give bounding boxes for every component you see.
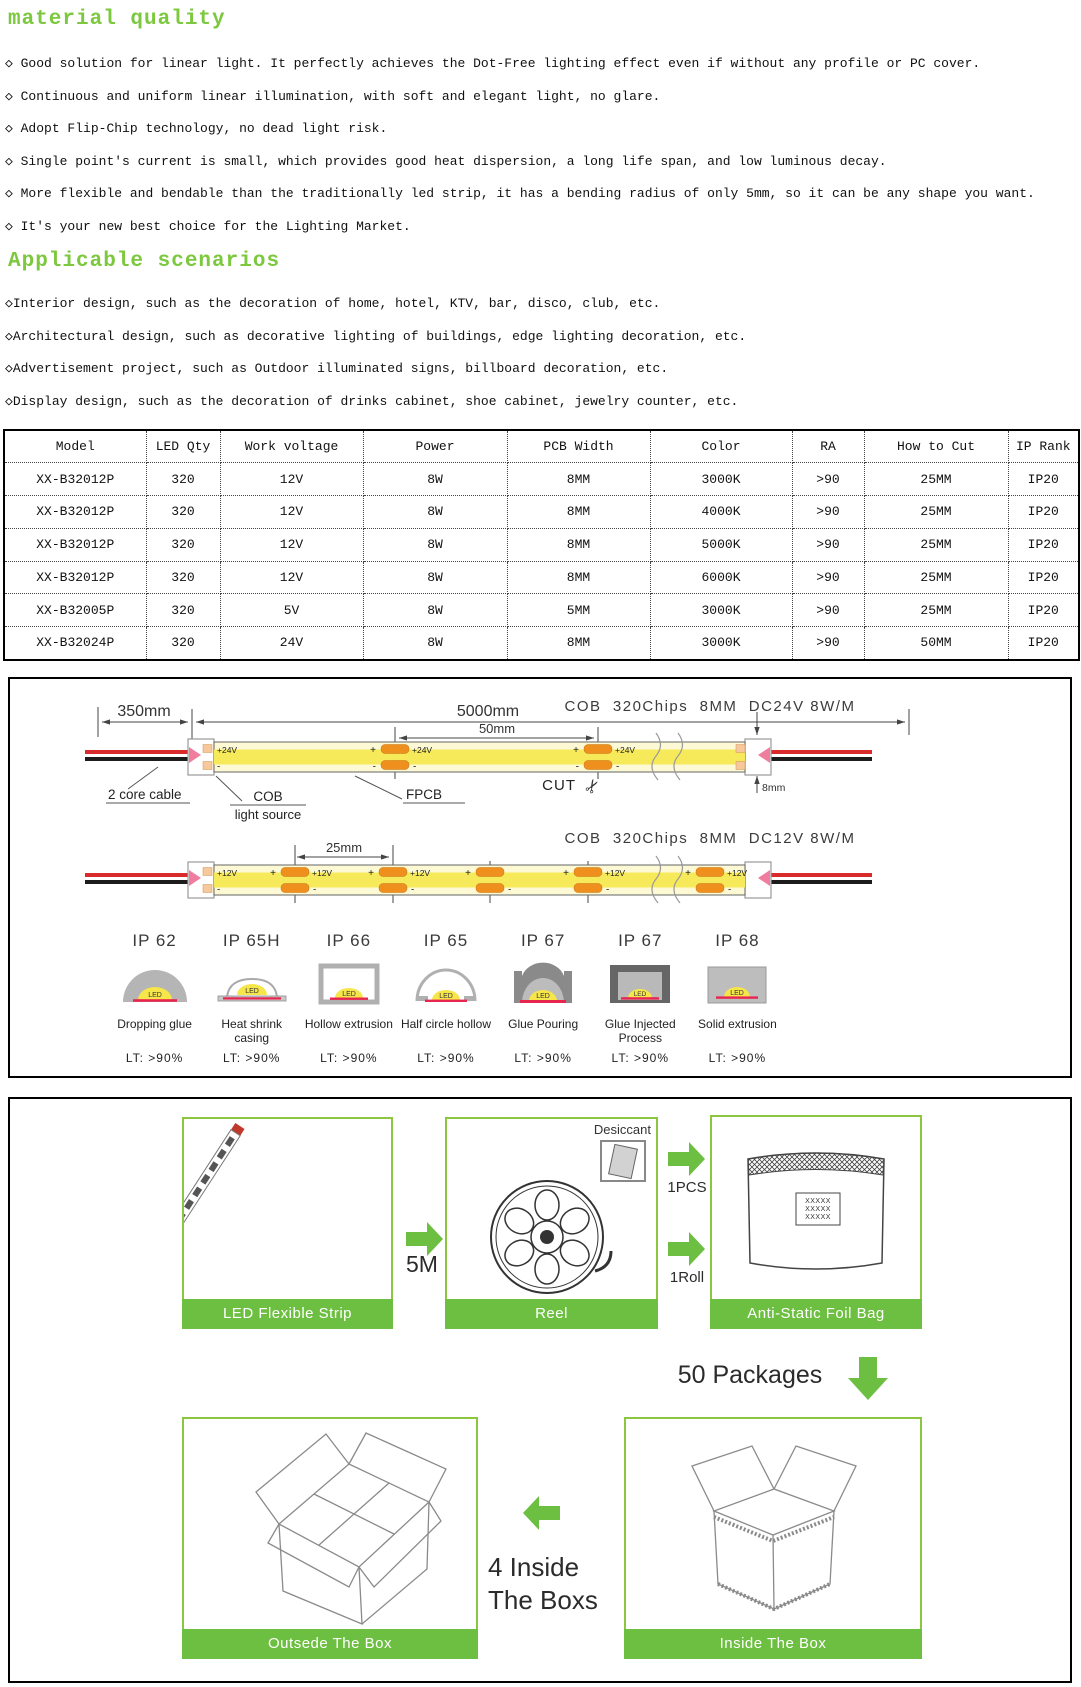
ip-lt-value: LT: >90%: [417, 1051, 475, 1065]
list-item: ◇Advertisement project, such as Outdoor illuminated signs, billboard decoration, etc.: [5, 361, 669, 377]
spec-cell: >90: [792, 528, 864, 561]
ip-lt-value: LT: >90%: [611, 1051, 670, 1065]
desiccant-label: Desiccant: [593, 1122, 651, 1137]
ip65-half-circle-icon: [413, 955, 479, 1005]
spec-cell: XX-B32012P: [4, 496, 146, 529]
spec-cell: >90: [792, 627, 864, 660]
list-item: ◇ Adopt Flip-Chip technology, no dead light risk.: [5, 121, 388, 137]
ip-code: IP 62: [132, 931, 177, 950]
spec-cell: 320: [146, 594, 220, 627]
fifty-packages-label: 50 Packages: [677, 1361, 823, 1389]
spec-cell: 5V: [220, 594, 363, 627]
table-row: [4, 528, 1079, 561]
strip-24v-drawing: [85, 698, 909, 822]
ip-process-name: Heat shrink casing: [221, 1017, 283, 1045]
ip-rating-item: [592, 931, 689, 1065]
ip67-glue-pouring-icon: [512, 955, 574, 1005]
ip-process-name: Dropping glue: [117, 1017, 192, 1031]
spec-cell: 12V: [220, 528, 363, 561]
table-row: [4, 594, 1079, 627]
arrow-5m-label: 5M: [406, 1251, 438, 1277]
spec-cell: IP20: [1008, 627, 1079, 660]
ip-lt-value: LT: >90%: [125, 1051, 184, 1065]
spec-cell: 12V: [220, 496, 363, 529]
packaging-box: [8, 1097, 1072, 1683]
dim-25mm: 25mm: [325, 840, 363, 855]
spec-cell: 3000K: [650, 594, 792, 627]
strip-12v-body: [85, 856, 872, 903]
pad-minus: -: [217, 884, 221, 896]
applicable-scenarios-list: [5, 288, 1081, 418]
spec-cell: IP20: [1008, 496, 1079, 529]
spec-cell: 8MM: [507, 496, 650, 529]
panel-inside-box: [624, 1417, 922, 1659]
spec-cell: XX-B32012P: [4, 463, 146, 496]
table-row: [4, 463, 1079, 496]
panel-reel: [445, 1117, 658, 1329]
strip-24v-title: COB 320Chips 8MM DC24V 8W/M: [564, 698, 856, 715]
dim-350mm: 350mm: [117, 703, 171, 720]
list-item: ◇Interior design, such as the decoration of home, hotel, KTV, bar, disco, club, etc.: [5, 296, 661, 311]
svg-text:-: -: [616, 761, 620, 773]
spec-cell: 25MM: [864, 496, 1008, 529]
panel-anti-static-foil-bag: [710, 1115, 922, 1329]
spec-cell: 8W: [363, 528, 507, 561]
spec-cell: 24V: [220, 627, 363, 660]
svg-text:XXXXX: XXXXX: [805, 1214, 831, 1221]
svg-text:+: +: [370, 745, 376, 756]
svg-text:-: -: [728, 884, 732, 896]
table-row: [4, 627, 1079, 660]
green-left-arrow-icon: [522, 1495, 560, 1531]
ip66-hollow-extrusion-icon: [318, 955, 380, 1005]
applicable-scenarios-title: Applicable scenarios: [8, 250, 281, 273]
spec-cell: IP20: [1008, 594, 1079, 627]
spec-header-row: [4, 430, 1079, 463]
spec-cell: 8W: [363, 594, 507, 627]
spec-header: Power: [363, 430, 507, 463]
spec-cell: 8MM: [507, 627, 650, 660]
spec-cell: 320: [146, 627, 220, 660]
ip-rating-item: [495, 931, 592, 1065]
panel-label-bar: Anti-Static Foil Bag: [710, 1299, 922, 1329]
spec-cell: 25MM: [864, 463, 1008, 496]
ip-process-name: Glue Pouring: [508, 1017, 579, 1031]
spec-cell: XX-B32005P: [4, 594, 146, 627]
ip-code: IP 67: [520, 931, 566, 950]
spec-cell: XX-B32012P: [4, 561, 146, 594]
spec-header: LED Qty: [146, 430, 220, 463]
spec-cell: 8MM: [507, 463, 650, 496]
svg-text:LED: LED: [536, 993, 550, 1000]
panel-outside-box: [182, 1417, 478, 1659]
ip-rating-item: [203, 931, 300, 1065]
dim-8mm: 8mm: [762, 782, 786, 794]
ip-process-name: Solid extrusion: [698, 1017, 777, 1031]
material-quality-title: material quality: [8, 8, 226, 31]
cable-label: 2 core cable: [108, 787, 182, 802]
ip-code: IP 65: [423, 931, 469, 950]
spec-header: RA: [792, 430, 864, 463]
strip-24v-body: [85, 733, 872, 780]
spec-cell: 5000K: [650, 528, 792, 561]
ip-process-name: Glue Injected Process: [604, 1017, 676, 1045]
spec-cell: 12V: [220, 561, 363, 594]
svg-text:-: -: [606, 884, 610, 896]
spec-cell: 320: [146, 528, 220, 561]
ip-lt-value: LT: >90%: [514, 1051, 572, 1065]
ip-lt-value: LT: >90%: [708, 1051, 767, 1065]
ip62-dropping-glue-icon: [120, 955, 190, 1005]
spec-cell: 8W: [363, 627, 507, 660]
list-item: ◇ It's your new best choice for the Lighting Market.: [5, 218, 411, 234]
list-item: ◇ Continuous and uniform linear illumination, with soft and elegant light, no glare.: [5, 88, 661, 104]
list-item: ◇ More flexible and bendable than the traditionally led strip, it has a bending radius of only 5mm, so it can be any shape you want.: [5, 186, 1035, 202]
spec-cell: 3000K: [650, 627, 792, 660]
svg-text:+: +: [465, 868, 471, 879]
spec-cell: >90: [792, 496, 864, 529]
strip-12v-drawing: [85, 830, 872, 903]
arrow-1roll-label: 1Roll: [669, 1269, 705, 1286]
panel-led-flexible-strip: [182, 1117, 393, 1329]
outside-box-drawing: [184, 1419, 476, 1627]
fpcb-label: FPCB: [406, 787, 443, 802]
svg-text:LED: LED: [342, 991, 356, 998]
strip-diagram-box: [8, 677, 1072, 1078]
spec-table: [3, 429, 1080, 661]
scissors-icon: ✂: [580, 774, 606, 798]
spec-cell: IP20: [1008, 528, 1079, 561]
table-row: [4, 496, 1079, 529]
pad-minus: -: [217, 761, 221, 773]
ip-code: IP 68: [715, 931, 760, 950]
svg-text:+24V: +24V: [615, 745, 636, 755]
spec-cell: 8W: [363, 561, 507, 594]
svg-text:XXXXX: XXXXX: [805, 1198, 831, 1205]
svg-text:XXXXX: XXXXX: [805, 1206, 831, 1213]
cob-label-2: light source: [234, 807, 302, 822]
ip-code: IP 67: [618, 931, 663, 950]
spec-header: PCB Width: [507, 430, 650, 463]
spec-cell: XX-B32024P: [4, 627, 146, 660]
svg-text:+12V: +12V: [727, 868, 748, 878]
foil-bag-drawing: [712, 1117, 920, 1297]
spec-cell: 320: [146, 496, 220, 529]
spec-cell: 8W: [363, 496, 507, 529]
inside-box-drawing: [626, 1419, 920, 1627]
svg-text:LED: LED: [730, 990, 745, 997]
ip-process-name: Hollow extrusion: [304, 1017, 393, 1031]
led-strip-drawing: [184, 1119, 391, 1297]
dim-50mm: 50mm: [478, 721, 516, 736]
spec-cell: >90: [792, 561, 864, 594]
svg-text:LED: LED: [244, 988, 259, 995]
svg-text:+12V: +12V: [312, 868, 333, 878]
spec-cell: 320: [146, 463, 220, 496]
green-down-arrow-icon: [848, 1357, 888, 1401]
green-right-arrow-icon: [668, 1141, 706, 1177]
svg-text:-: -: [372, 761, 376, 773]
list-item: ◇Architectural design, such as decorative lighting of buildings, edge lighting decoration, etc.: [5, 328, 747, 344]
spec-cell: 25MM: [864, 528, 1008, 561]
svg-text:-: -: [508, 884, 512, 896]
ip-rating-item: [689, 931, 786, 1065]
spec-cell: XX-B32012P: [4, 528, 146, 561]
svg-text:+: +: [563, 868, 569, 879]
ip-lt-value: LT: >90%: [222, 1051, 281, 1065]
spec-cell: 5MM: [507, 594, 650, 627]
arrow-1pcs-label: 1PCS: [667, 1179, 707, 1196]
svg-text:-: -: [575, 761, 579, 773]
ip-rating-item: [397, 931, 494, 1065]
svg-text:+: +: [270, 868, 276, 879]
ip-rating-item: [106, 931, 203, 1065]
svg-text:+: +: [368, 868, 374, 879]
cut-label: CUT: [542, 777, 576, 794]
svg-text:-: -: [413, 761, 417, 773]
panel-label-bar: Outsede The Box: [182, 1629, 478, 1659]
svg-text:LED: LED: [439, 993, 453, 1000]
svg-text:+12V: +12V: [410, 868, 431, 878]
strip-diagram-drawing: [10, 679, 1072, 931]
strip-12v-title: COB 320Chips 8MM DC12V 8W/M: [564, 830, 856, 847]
panel-label-bar: LED Flexible Strip: [182, 1299, 393, 1329]
spec-cell: 6000K: [650, 561, 792, 594]
table-row: [4, 561, 1079, 594]
pad-label: +12V: [217, 868, 238, 878]
svg-text:+12V: +12V: [605, 868, 626, 878]
ip-ratings-row: [106, 931, 786, 1065]
list-item: ◇ Single point's current is small, which provides good heat dispersion, a long life span, and low luminous decay.: [5, 153, 887, 169]
spec-cell: 25MM: [864, 561, 1008, 594]
svg-text:+24V: +24V: [412, 745, 433, 755]
spec-cell: 25MM: [864, 594, 1008, 627]
spec-header: Color: [650, 430, 792, 463]
four-inside-label: 4 Inside The Boxs: [488, 1552, 598, 1615]
list-item: ◇ Good solution for linear light. It perfectly achieves the Dot-Free lighting effect even if without any profile or PC cover.: [5, 56, 981, 71]
ip65h-heat-shrink-icon: [215, 955, 289, 1005]
ip-lt-value: LT: >90%: [320, 1051, 378, 1065]
svg-text:+: +: [573, 745, 579, 756]
ip67-glue-injected-icon: [609, 955, 671, 1005]
green-right-arrow-icon: [668, 1231, 706, 1267]
svg-text:-: -: [411, 884, 415, 896]
spec-header: Work voltage: [220, 430, 363, 463]
ip-process-name: Half circle hollow: [400, 1017, 491, 1031]
panel-label-bar: Inside The Box: [624, 1629, 922, 1659]
desiccant-packet-icon: [600, 1140, 646, 1182]
spec-cell: 8MM: [507, 528, 650, 561]
svg-text:LED: LED: [147, 992, 162, 999]
spec-cell: IP20: [1008, 463, 1079, 496]
spec-cell: >90: [792, 463, 864, 496]
cob-label: COB: [253, 789, 283, 804]
svg-text:-: -: [313, 884, 317, 896]
svg-text:+: +: [685, 868, 691, 879]
spec-cell: 12V: [220, 463, 363, 496]
spec-cell: 50MM: [864, 627, 1008, 660]
dim-5000mm: 5000mm: [456, 703, 520, 720]
material-quality-list: [5, 48, 1081, 244]
spec-header: How to Cut: [864, 430, 1008, 463]
panel-label-bar: Reel: [445, 1299, 658, 1329]
ip-code: IP 65H: [222, 931, 281, 950]
ip-code: IP 66: [326, 931, 372, 950]
spec-cell: 4000K: [650, 496, 792, 529]
spec-cell: 8MM: [507, 561, 650, 594]
ip68-solid-extrusion-icon: [706, 955, 768, 1005]
spec-header: IP Rank: [1008, 430, 1079, 463]
ip-rating-item: [300, 931, 397, 1065]
spec-cell: IP20: [1008, 561, 1079, 594]
svg-text:LED: LED: [633, 991, 647, 998]
spec-cell: 8W: [363, 463, 507, 496]
spec-header: Model: [4, 430, 146, 463]
spec-cell: 3000K: [650, 463, 792, 496]
pad-label: +24V: [217, 745, 238, 755]
list-item: ◇Display design, such as the decoration of drinks cabinet, shoe cabinet, jewelry counter, etc.: [5, 393, 739, 409]
spec-cell: 320: [146, 561, 220, 594]
spec-cell: >90: [792, 594, 864, 627]
